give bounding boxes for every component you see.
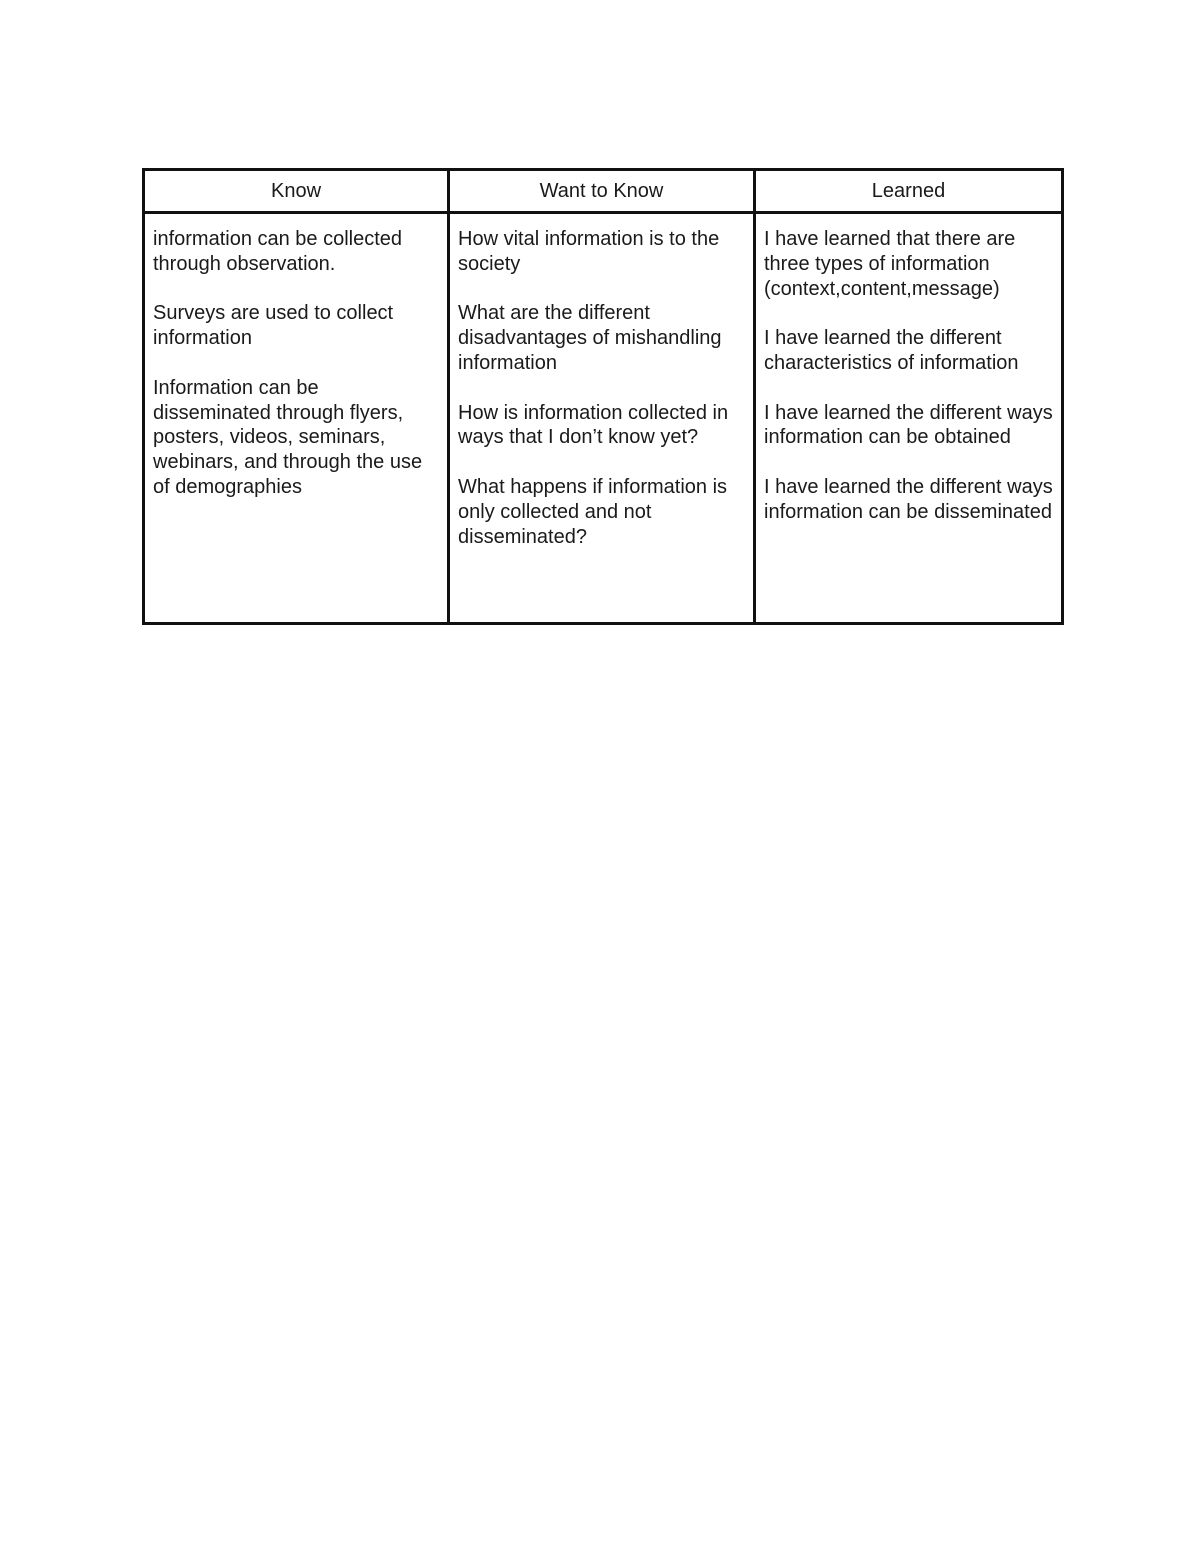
know-item: Information can be disseminated through flyers, posters, videos, seminars, webinars, and through the use of demographies <box>153 376 423 498</box>
want-to-know-item: How is information collected in ways that I don’t know yet? <box>458 401 729 449</box>
learned-item: I have learned the different ways information can be disseminated <box>764 475 1053 523</box>
want-to-know-cell <box>449 213 755 624</box>
learned-item: I have learned the different characteristics of information <box>764 327 1019 374</box>
header-want-to-know: Want to Know <box>449 170 755 213</box>
want-to-know-item: What happens if information is only collected and not disseminated? <box>458 475 728 548</box>
want-to-know-item: What are the different disadvantages of mishandling information <box>458 302 722 374</box>
learned-cell <box>755 213 1063 624</box>
header-learned: Learned <box>755 170 1063 213</box>
want-to-know-list <box>458 227 745 549</box>
header-know: Know <box>144 170 449 213</box>
kwl-chart-table <box>142 168 1064 625</box>
know-item: information can be collected through observation. <box>153 228 403 275</box>
know-list <box>153 227 439 500</box>
know-item: Surveys are used to collect information <box>153 302 394 350</box>
know-cell <box>144 213 449 624</box>
header-row <box>144 170 1063 213</box>
learned-list <box>764 227 1053 525</box>
learned-item: I have learned the different ways information can be obtained <box>764 401 1053 449</box>
content-row <box>144 213 1063 624</box>
learned-item: I have learned that there are three types of information (context,content,message) <box>764 228 1016 300</box>
want-to-know-item: How vital information is to the society <box>458 228 720 275</box>
